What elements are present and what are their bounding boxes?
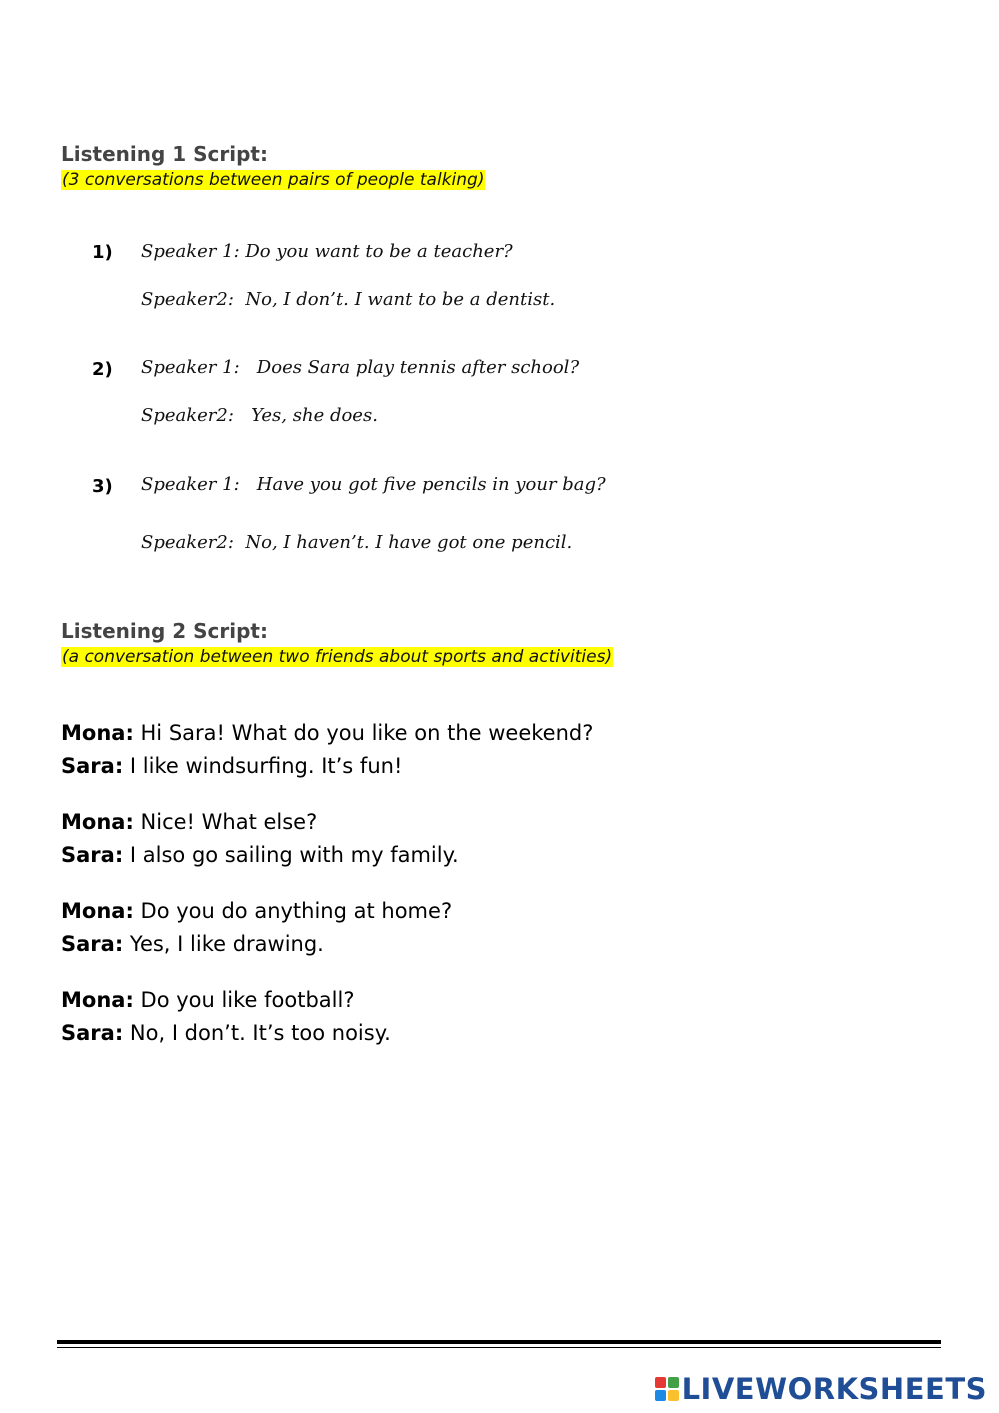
dialog-line — [61, 810, 317, 834]
conversation-line: Speaker2: No, I haven’t. I have got one pencil. — [141, 532, 573, 553]
liveworksheets-logo[interactable] — [655, 1372, 987, 1406]
footer-rule-thin — [57, 1347, 941, 1348]
speaker-name: Mona: — [61, 810, 134, 834]
speaker-name: Sara: — [61, 754, 124, 778]
dialog-text: Hi Sara! What do you like on the weekend? — [133, 721, 594, 745]
logo-square — [655, 1377, 666, 1388]
dialog-line — [61, 843, 459, 867]
footer-rule-thick — [57, 1340, 941, 1344]
dialog-text: Yes, I like drawing. — [123, 932, 324, 956]
dialog-line — [61, 932, 324, 956]
logo-square — [655, 1390, 666, 1401]
conversation-line: Speaker 1: Do you want to be a teacher? — [141, 241, 513, 262]
dialog-line — [61, 754, 402, 778]
speaker-name: Mona: — [61, 899, 134, 923]
logo-text: LIVEWORKSHEETS — [681, 1372, 987, 1406]
dialog-line — [61, 899, 452, 923]
logo-square — [668, 1390, 679, 1401]
dialog-text: I like windsurfing. It’s fun! — [123, 754, 403, 778]
logo-square — [668, 1377, 679, 1388]
dialog-line — [61, 721, 593, 745]
speaker-name: Sara: — [61, 843, 124, 867]
dialog-text: No, I don’t. It’s too noisy. — [123, 1021, 391, 1045]
liveworksheets-grid-icon — [655, 1377, 679, 1401]
dialog-line — [61, 1021, 391, 1045]
dialog-text: Nice! What else? — [133, 810, 318, 834]
speaker-name: Sara: — [61, 932, 124, 956]
conversation-line: Speaker2: Yes, she does. — [141, 405, 378, 426]
conversation-number: 1) — [92, 242, 113, 263]
listening-2-subtitle-text: (a conversation between two friends about sports and activities) — [62, 647, 613, 667]
dialog-line — [61, 988, 355, 1012]
speaker-name: Mona: — [61, 988, 134, 1012]
listening-1-subtitle-text: (3 conversations between pairs of people talking) — [62, 170, 485, 190]
dialog-text: Do you like football? — [133, 988, 355, 1012]
listening-2-subtitle — [61, 647, 613, 667]
dialog-text: Do you do anything at home? — [133, 899, 453, 923]
listening-1-title: Listening 1 Script: — [61, 142, 268, 166]
speaker-name: Sara: — [61, 1021, 124, 1045]
listening-2-title: Listening 2 Script: — [61, 619, 268, 643]
conversation-line: Speaker 1: Does Sara play tennis after school? — [141, 357, 580, 378]
listening-1-subtitle — [61, 170, 485, 190]
dialog-text: I also go sailing with my family. — [123, 843, 459, 867]
conversation-number: 3) — [92, 476, 113, 497]
conversation-line: Speaker2: No, I don’t. I want to be a dentist. — [141, 289, 556, 310]
speaker-name: Mona: — [61, 721, 134, 745]
conversation-line: Speaker 1: Have you got five pencils in your bag? — [141, 474, 606, 495]
conversation-number: 2) — [92, 359, 113, 380]
